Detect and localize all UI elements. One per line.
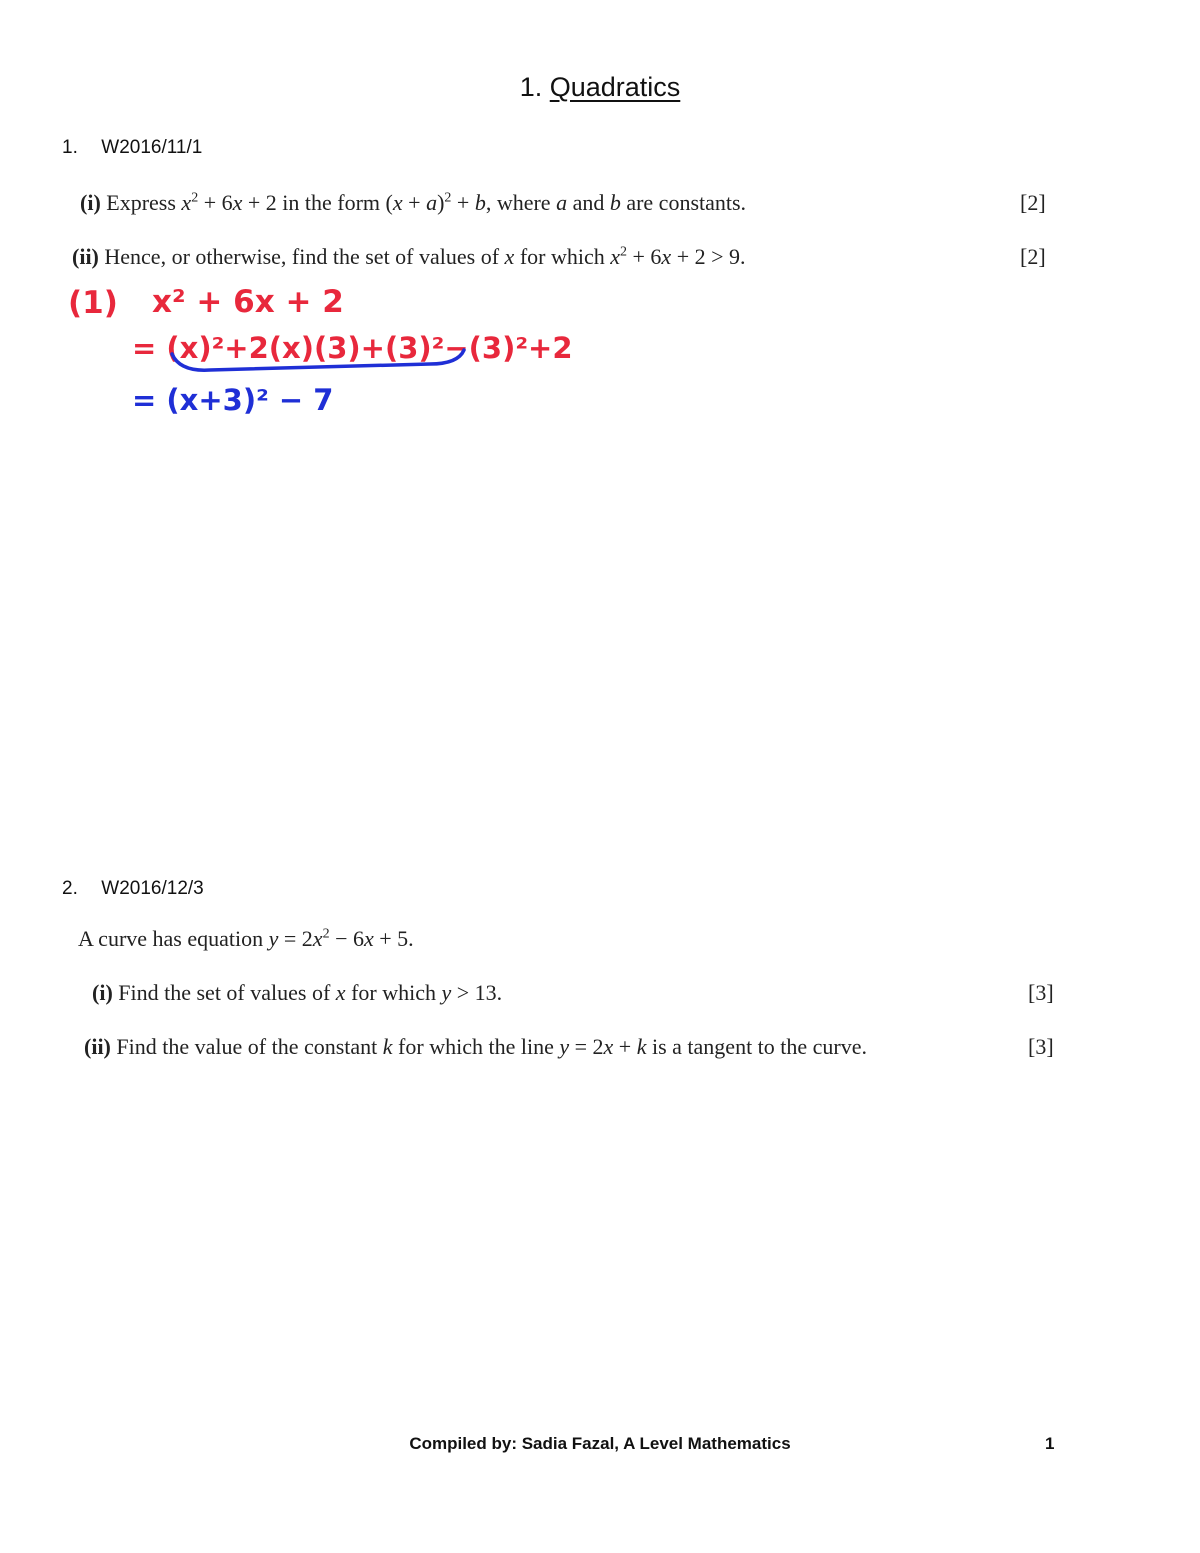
page-title [0,72,1200,103]
question-2-part-i-marks: [3] [1028,980,1054,1005]
text: + [402,190,427,215]
question-2-code: W2016/12/3 [101,878,204,899]
question-2-part-i [92,980,502,1006]
var: x [232,190,243,215]
var: a [556,190,568,215]
text: + 6 [198,190,233,215]
var: k [382,1034,393,1059]
var: x [603,1034,614,1059]
exp: 2 [191,190,199,206]
text: + [451,190,475,215]
text: are constants. [620,190,747,215]
question-1-header [62,137,202,159]
question-1-part-i-marks: [2] [1020,190,1046,215]
text: Find the value of the constant [116,1034,383,1059]
var: x [363,926,374,951]
text: = 2 [278,926,313,951]
var: x [661,244,672,269]
var: b [474,190,486,215]
text: + 2 in the form ( [242,190,393,215]
handwritten-working [60,280,680,420]
var: y [441,980,452,1005]
question-1-part-ii [72,244,746,270]
title-text: Quadratics [549,72,681,102]
var: x [392,190,403,215]
exp: 2 [620,244,627,260]
var: x [335,980,346,1005]
text: ) [437,190,445,215]
text: Find the set of values of [118,980,336,1005]
var: x [181,190,192,215]
part-tag: (ii) [84,1034,111,1059]
hand-line-1: x² + 6x + 2 [152,284,344,320]
part-tag: (ii) [72,244,99,269]
question-1-number: 1. [62,137,78,158]
text: + [613,1034,637,1059]
question-2-header [62,878,204,900]
hand-label-1: (1) [68,285,118,321]
question-1-part-i [80,190,746,216]
text: for which [345,980,442,1005]
var: y [559,1034,570,1059]
text: + 6 [627,244,662,269]
question-2-number: 2. [62,878,78,899]
var: a [426,190,438,215]
text: Express [106,190,182,215]
text: + 2 > 9. [671,244,746,269]
exp: 2 [444,190,452,206]
question-2-part-ii-marks: [3] [1028,1034,1054,1059]
part-tag: (i) [80,190,101,215]
exp: 2 [322,926,330,942]
title-number: 1. [519,72,543,102]
text: Hence, or otherwise, find the set of values of [104,244,505,269]
text: for which [514,244,611,269]
page-number: 1 [1045,1434,1055,1453]
var: y [268,926,279,951]
hand-line-2: = (x)²+2(x)(3)+(3)²−(3)²+2 [132,331,573,365]
text: and [567,190,610,215]
text: = 2 [569,1034,604,1059]
text: > 13. [451,980,503,1005]
question-2-intro [78,926,414,952]
text: − 6 [329,926,364,951]
text: for which the line [392,1034,560,1059]
var: x [504,244,515,269]
var: x [312,926,323,951]
question-1-code: W2016/11/1 [101,137,203,158]
part-tag: (i) [92,980,113,1005]
text: + 5. [373,926,414,951]
text: is a tangent to the curve. [646,1034,868,1059]
question-2-part-ii [84,1034,867,1060]
text: , where [485,190,557,215]
footer-credit: Compiled by: Sadia Fazal, A Level Mathematics [409,1434,791,1453]
var: x [610,244,620,269]
text: A curve has equation [78,926,269,951]
var: b [609,190,621,215]
question-1-part-ii-marks: [2] [1020,244,1046,269]
hand-line-3: = (x+3)² − 7 [132,383,334,417]
var: k [636,1034,647,1059]
